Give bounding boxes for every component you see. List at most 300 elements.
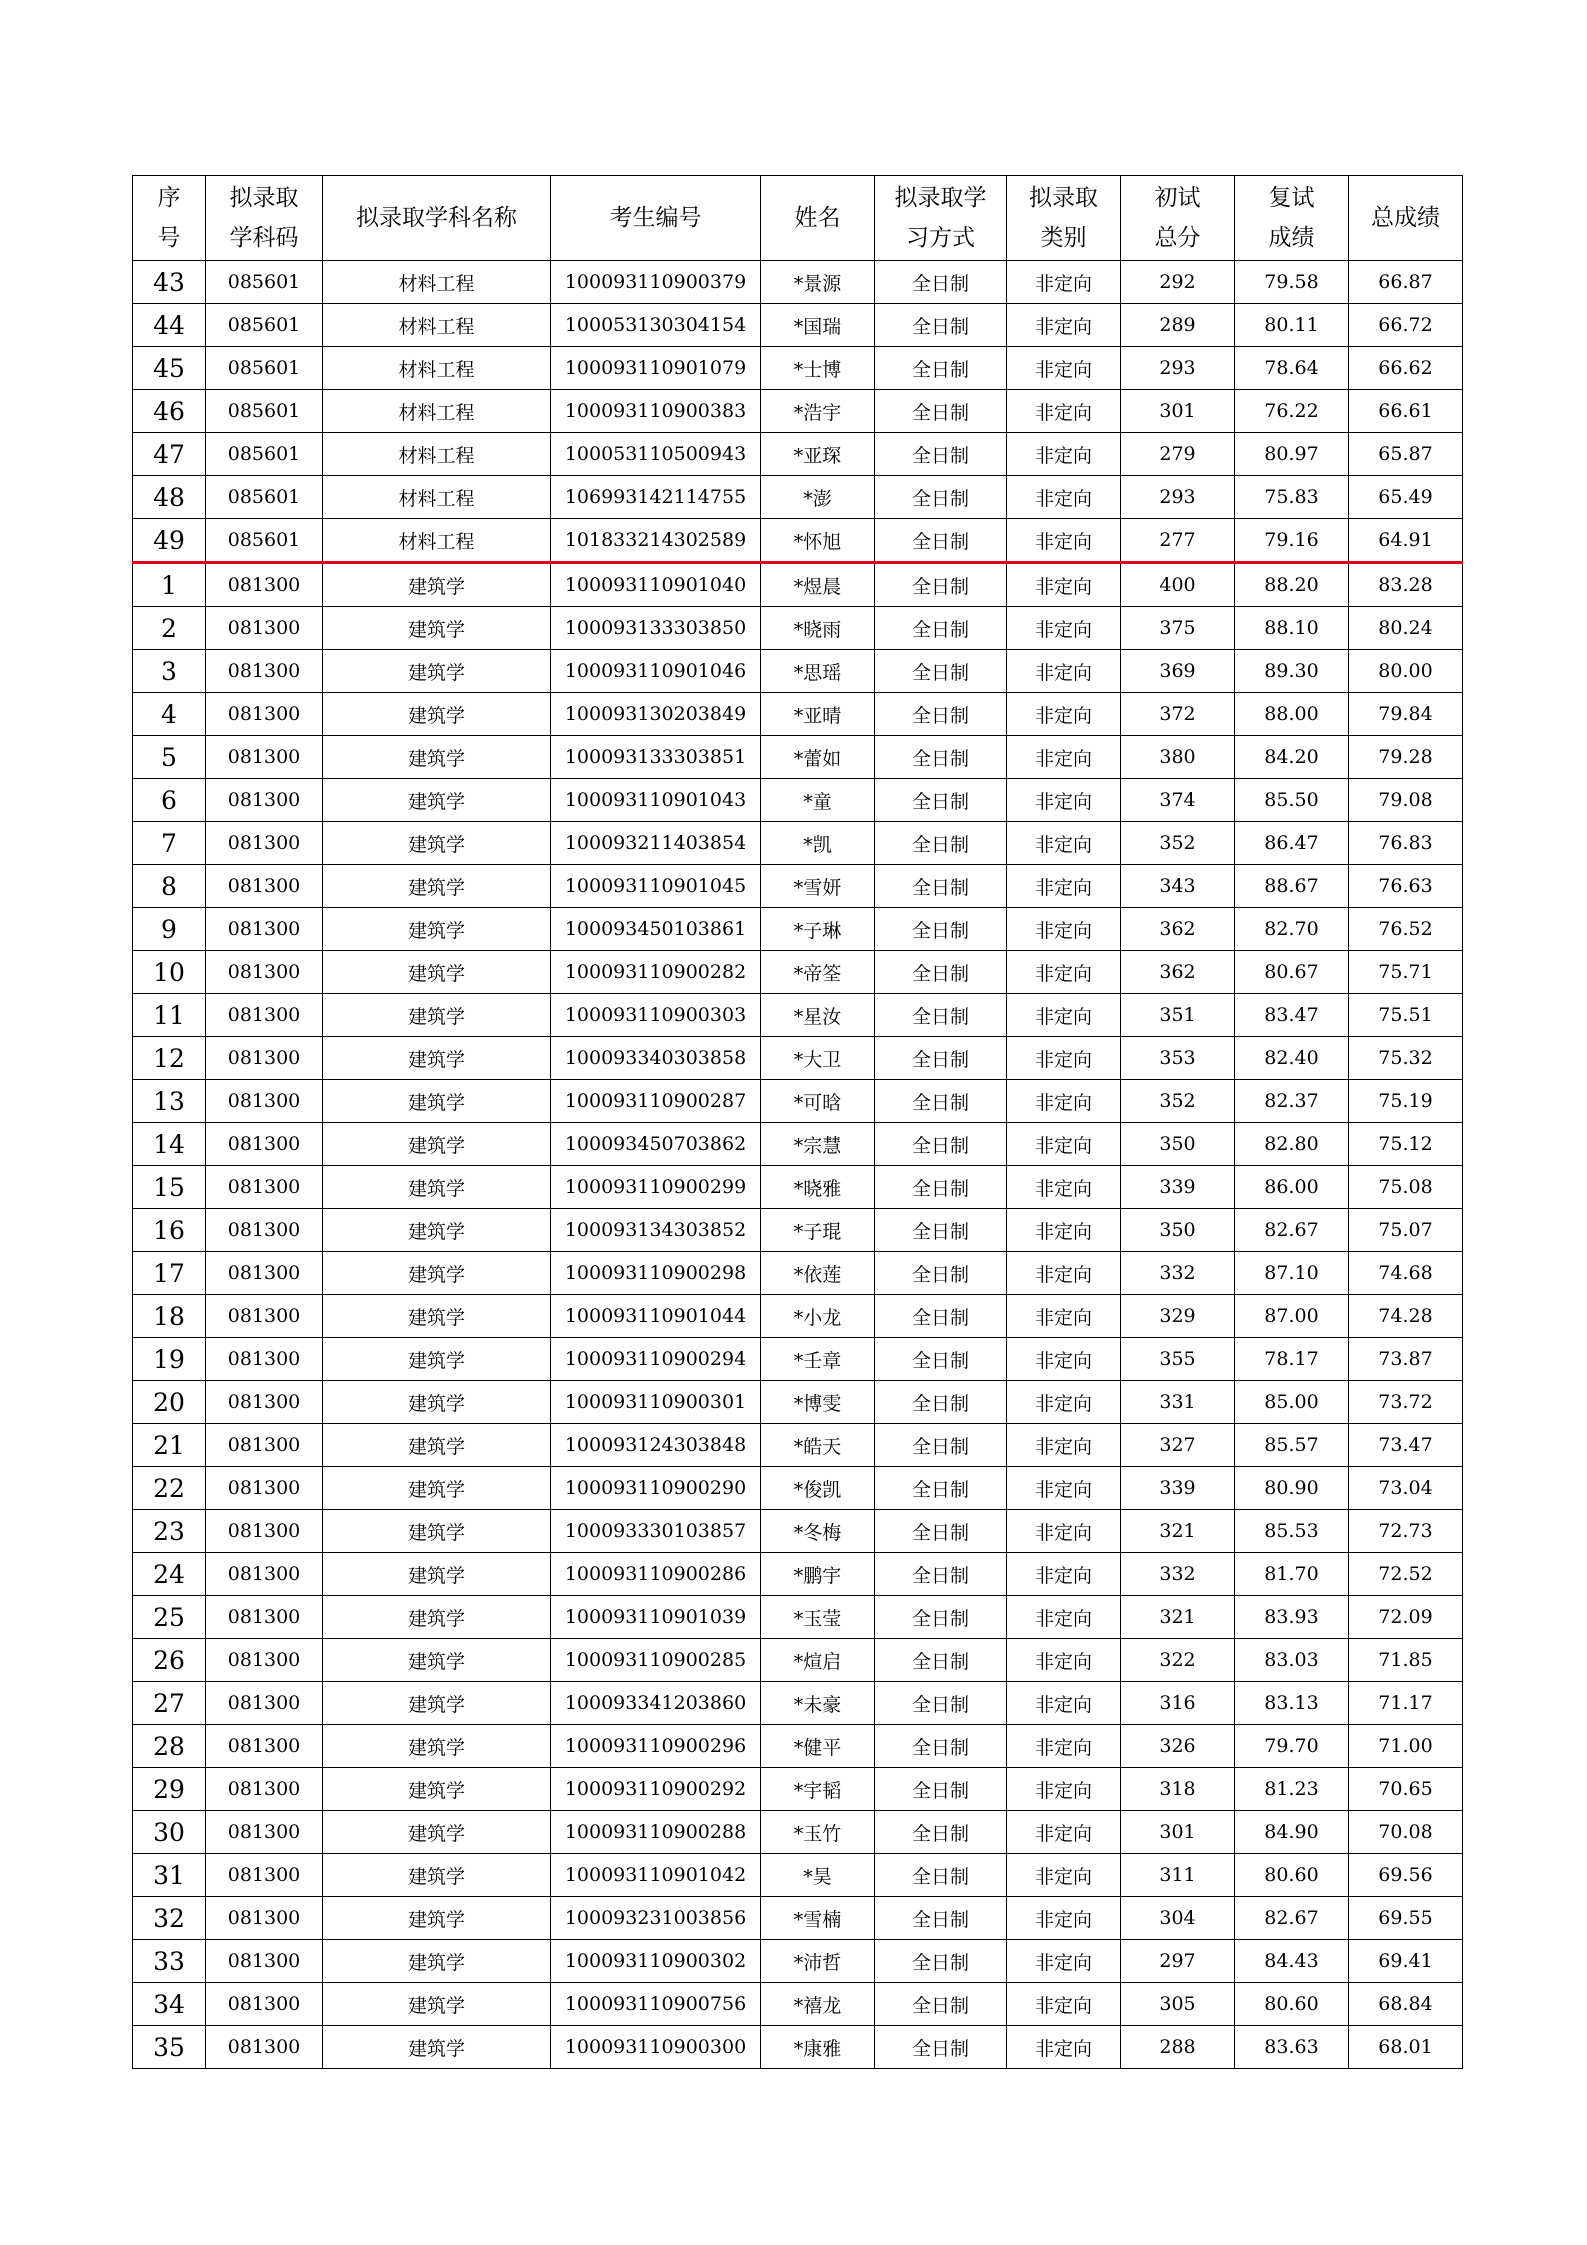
cell-study-mode: 全日制 (875, 1768, 1007, 1811)
cell-candidate-id: 100093110901044 (551, 1295, 761, 1338)
cell-subject-name: 建筑学 (323, 1897, 551, 1940)
cell-subject-name: 建筑学 (323, 1983, 551, 2026)
cell-retest-score: 79.58 (1235, 261, 1349, 304)
table-row (133, 607, 1463, 650)
cell-name: *士博 (761, 347, 875, 390)
cell-subject-name: 材料工程 (323, 261, 551, 304)
table-row (133, 1037, 1463, 1080)
table-row (133, 1596, 1463, 1639)
cell-subject-name: 建筑学 (323, 1123, 551, 1166)
cell-category: 非定向 (1007, 304, 1121, 347)
table-row (133, 994, 1463, 1037)
table-row (133, 693, 1463, 736)
cell-seq: 25 (133, 1596, 206, 1639)
cell-subject-name: 建筑学 (323, 908, 551, 951)
cell-candidate-id: 100093110900299 (551, 1166, 761, 1209)
cell-category: 非定向 (1007, 1510, 1121, 1553)
cell-subject-name: 建筑学 (323, 1940, 551, 1983)
cell-name: *宇韬 (761, 1768, 875, 1811)
cell-subject-code: 081300 (206, 822, 323, 865)
cell-name: *浩宇 (761, 390, 875, 433)
cell-total-score: 72.09 (1349, 1596, 1463, 1639)
cell-retest-score: 80.90 (1235, 1467, 1349, 1510)
cell-category: 非定向 (1007, 1725, 1121, 1768)
table-row (133, 736, 1463, 779)
cell-total-score: 69.41 (1349, 1940, 1463, 1983)
cell-retest-score: 84.90 (1235, 1811, 1349, 1854)
cell-category: 非定向 (1007, 822, 1121, 865)
cell-category: 非定向 (1007, 390, 1121, 433)
cell-candidate-id: 100053110500943 (551, 433, 761, 476)
cell-study-mode: 全日制 (875, 736, 1007, 779)
cell-study-mode: 全日制 (875, 1467, 1007, 1510)
cell-total-score: 79.28 (1349, 736, 1463, 779)
cell-study-mode: 全日制 (875, 1725, 1007, 1768)
cell-total-score: 74.68 (1349, 1252, 1463, 1295)
cell-total-score: 73.47 (1349, 1424, 1463, 1467)
cell-category: 非定向 (1007, 693, 1121, 736)
cell-name: *亚琛 (761, 433, 875, 476)
cell-seq: 31 (133, 1854, 206, 1897)
cell-category: 非定向 (1007, 1209, 1121, 1252)
cell-prelim-total: 350 (1121, 1209, 1235, 1252)
cell-prelim-total: 311 (1121, 1854, 1235, 1897)
cell-retest-score: 75.83 (1235, 476, 1349, 519)
cell-subject-code: 081300 (206, 1854, 323, 1897)
cell-subject-code: 081300 (206, 1897, 323, 1940)
cell-retest-score: 81.70 (1235, 1553, 1349, 1596)
cell-seq: 48 (133, 476, 206, 519)
cell-seq: 27 (133, 1682, 206, 1725)
cell-name: *蕾如 (761, 736, 875, 779)
cell-retest-score: 85.53 (1235, 1510, 1349, 1553)
cell-seq: 32 (133, 1897, 206, 1940)
cell-retest-score: 82.37 (1235, 1080, 1349, 1123)
cell-study-mode: 全日制 (875, 1553, 1007, 1596)
cell-candidate-id: 100093110900383 (551, 390, 761, 433)
cell-retest-score: 83.93 (1235, 1596, 1349, 1639)
cell-name: *思瑶 (761, 650, 875, 693)
table-row (133, 563, 1463, 607)
cell-category: 非定向 (1007, 650, 1121, 693)
cell-subject-name: 建筑学 (323, 1682, 551, 1725)
cell-name: *子琳 (761, 908, 875, 951)
cell-total-score: 76.83 (1349, 822, 1463, 865)
cell-seq: 1 (133, 563, 206, 607)
header-retest-score: 复试成绩 (1235, 176, 1349, 261)
cell-name: *凯 (761, 822, 875, 865)
cell-category: 非定向 (1007, 736, 1121, 779)
cell-seq: 15 (133, 1166, 206, 1209)
cell-study-mode: 全日制 (875, 1424, 1007, 1467)
cell-seq: 23 (133, 1510, 206, 1553)
cell-study-mode: 全日制 (875, 822, 1007, 865)
cell-candidate-id: 100093134303852 (551, 1209, 761, 1252)
cell-candidate-id: 100093110900282 (551, 951, 761, 994)
cell-category: 非定向 (1007, 1381, 1121, 1424)
cell-name: *国瑞 (761, 304, 875, 347)
cell-candidate-id: 100093124303848 (551, 1424, 761, 1467)
cell-total-score: 66.72 (1349, 304, 1463, 347)
cell-retest-score: 81.23 (1235, 1768, 1349, 1811)
cell-seq: 6 (133, 779, 206, 822)
cell-category: 非定向 (1007, 1811, 1121, 1854)
cell-name: *博雯 (761, 1381, 875, 1424)
cell-name: *皓天 (761, 1424, 875, 1467)
table-row (133, 779, 1463, 822)
cell-retest-score: 79.70 (1235, 1725, 1349, 1768)
cell-total-score: 72.73 (1349, 1510, 1463, 1553)
cell-name: *壬章 (761, 1338, 875, 1381)
cell-category: 非定向 (1007, 563, 1121, 607)
cell-candidate-id: 100093110901046 (551, 650, 761, 693)
cell-subject-code: 081300 (206, 1123, 323, 1166)
cell-total-score: 71.17 (1349, 1682, 1463, 1725)
cell-study-mode: 全日制 (875, 390, 1007, 433)
cell-subject-name: 建筑学 (323, 1467, 551, 1510)
cell-candidate-id: 100093330103857 (551, 1510, 761, 1553)
header-subject-name: 拟录取学科名称 (323, 176, 551, 261)
cell-total-score: 70.08 (1349, 1811, 1463, 1854)
table-row (133, 390, 1463, 433)
cell-prelim-total: 297 (1121, 1940, 1235, 1983)
cell-study-mode: 全日制 (875, 2026, 1007, 2069)
cell-prelim-total: 321 (1121, 1510, 1235, 1553)
cell-total-score: 76.52 (1349, 908, 1463, 951)
cell-subject-name: 建筑学 (323, 865, 551, 908)
table-row (133, 1381, 1463, 1424)
cell-subject-name: 建筑学 (323, 607, 551, 650)
cell-seq: 16 (133, 1209, 206, 1252)
table-row (133, 1639, 1463, 1682)
cell-subject-code: 081300 (206, 1725, 323, 1768)
cell-retest-score: 83.47 (1235, 994, 1349, 1037)
cell-candidate-id: 100093110900287 (551, 1080, 761, 1123)
table-row (133, 519, 1463, 563)
cell-seq: 20 (133, 1381, 206, 1424)
cell-total-score: 71.85 (1349, 1639, 1463, 1682)
cell-name: *童 (761, 779, 875, 822)
cell-study-mode: 全日制 (875, 1639, 1007, 1682)
cell-subject-name: 建筑学 (323, 1725, 551, 1768)
cell-study-mode: 全日制 (875, 1983, 1007, 2026)
cell-seq: 43 (133, 261, 206, 304)
cell-subject-name: 建筑学 (323, 1639, 551, 1682)
cell-study-mode: 全日制 (875, 1209, 1007, 1252)
cell-total-score: 65.87 (1349, 433, 1463, 476)
cell-prelim-total: 293 (1121, 347, 1235, 390)
cell-subject-code: 081300 (206, 1381, 323, 1424)
cell-subject-code: 081300 (206, 1553, 323, 1596)
cell-category: 非定向 (1007, 1639, 1121, 1682)
table-row (133, 304, 1463, 347)
table-body (133, 261, 1463, 2069)
cell-subject-name: 建筑学 (323, 563, 551, 607)
cell-retest-score: 84.43 (1235, 1940, 1349, 1983)
table-row (133, 822, 1463, 865)
cell-seq: 44 (133, 304, 206, 347)
cell-category: 非定向 (1007, 261, 1121, 304)
cell-name: *子琨 (761, 1209, 875, 1252)
table-row (133, 1209, 1463, 1252)
cell-name: *亚晴 (761, 693, 875, 736)
cell-subject-code: 081300 (206, 1467, 323, 1510)
cell-subject-name: 建筑学 (323, 1037, 551, 1080)
cell-total-score: 73.72 (1349, 1381, 1463, 1424)
table-row (133, 650, 1463, 693)
header-candidate-id: 考生编号 (551, 176, 761, 261)
cell-subject-name: 建筑学 (323, 1209, 551, 1252)
cell-subject-name: 建筑学 (323, 1381, 551, 1424)
cell-total-score: 73.04 (1349, 1467, 1463, 1510)
cell-subject-code: 081300 (206, 865, 323, 908)
table-row (133, 1080, 1463, 1123)
cell-subject-name: 建筑学 (323, 650, 551, 693)
cell-candidate-id: 100093130203849 (551, 693, 761, 736)
cell-prelim-total: 343 (1121, 865, 1235, 908)
cell-subject-code: 085601 (206, 390, 323, 433)
cell-total-score: 80.24 (1349, 607, 1463, 650)
table-row (133, 1467, 1463, 1510)
cell-candidate-id: 100093110900288 (551, 1811, 761, 1854)
cell-study-mode: 全日制 (875, 1381, 1007, 1424)
cell-total-score: 68.84 (1349, 1983, 1463, 2026)
cell-prelim-total: 301 (1121, 1811, 1235, 1854)
cell-prelim-total: 372 (1121, 693, 1235, 736)
cell-name: *康雅 (761, 2026, 875, 2069)
cell-prelim-total: 332 (1121, 1252, 1235, 1295)
cell-candidate-id: 100093110900290 (551, 1467, 761, 1510)
cell-category: 非定向 (1007, 779, 1121, 822)
cell-candidate-id: 100093133303850 (551, 607, 761, 650)
cell-retest-score: 80.60 (1235, 1854, 1349, 1897)
cell-subject-code: 081300 (206, 994, 323, 1037)
cell-retest-score: 80.60 (1235, 1983, 1349, 2026)
cell-subject-name: 建筑学 (323, 1295, 551, 1338)
cell-subject-name: 材料工程 (323, 433, 551, 476)
cell-seq: 46 (133, 390, 206, 433)
cell-subject-code: 081300 (206, 1209, 323, 1252)
cell-subject-name: 材料工程 (323, 390, 551, 433)
cell-category: 非定向 (1007, 476, 1121, 519)
cell-seq: 45 (133, 347, 206, 390)
cell-total-score: 66.62 (1349, 347, 1463, 390)
table-row (133, 1252, 1463, 1295)
cell-prelim-total: 352 (1121, 1080, 1235, 1123)
cell-seq: 22 (133, 1467, 206, 1510)
cell-category: 非定向 (1007, 1983, 1121, 2026)
cell-subject-name: 建筑学 (323, 1166, 551, 1209)
cell-study-mode: 全日制 (875, 1123, 1007, 1166)
cell-candidate-id: 100093110900300 (551, 2026, 761, 2069)
cell-candidate-id: 100093110901079 (551, 347, 761, 390)
cell-retest-score: 84.20 (1235, 736, 1349, 779)
cell-prelim-total: 301 (1121, 390, 1235, 433)
cell-subject-code: 085601 (206, 433, 323, 476)
cell-name: *禧龙 (761, 1983, 875, 2026)
cell-category: 非定向 (1007, 1467, 1121, 1510)
header-name: 姓名 (761, 176, 875, 261)
cell-total-score: 75.19 (1349, 1080, 1463, 1123)
cell-seq: 30 (133, 1811, 206, 1854)
cell-study-mode: 全日制 (875, 433, 1007, 476)
cell-prelim-total: 322 (1121, 1639, 1235, 1682)
cell-study-mode: 全日制 (875, 693, 1007, 736)
cell-category: 非定向 (1007, 908, 1121, 951)
cell-prelim-total: 362 (1121, 908, 1235, 951)
cell-retest-score: 88.10 (1235, 607, 1349, 650)
cell-name: *小龙 (761, 1295, 875, 1338)
cell-category: 非定向 (1007, 1295, 1121, 1338)
table-row (133, 1811, 1463, 1854)
cell-candidate-id: 100093110900379 (551, 261, 761, 304)
table-row (133, 1123, 1463, 1166)
cell-prelim-total: 339 (1121, 1467, 1235, 1510)
cell-total-score: 80.00 (1349, 650, 1463, 693)
cell-total-score: 75.07 (1349, 1209, 1463, 1252)
cell-candidate-id: 100093110900303 (551, 994, 761, 1037)
table-row (133, 1768, 1463, 1811)
cell-study-mode: 全日制 (875, 347, 1007, 390)
cell-candidate-id: 100093110901039 (551, 1596, 761, 1639)
cell-prelim-total: 326 (1121, 1725, 1235, 1768)
cell-subject-code: 081300 (206, 1080, 323, 1123)
cell-total-score: 75.12 (1349, 1123, 1463, 1166)
cell-prelim-total: 288 (1121, 2026, 1235, 2069)
cell-seq: 21 (133, 1424, 206, 1467)
cell-study-mode: 全日制 (875, 1295, 1007, 1338)
cell-name: *晓雨 (761, 607, 875, 650)
cell-candidate-id: 100093340303858 (551, 1037, 761, 1080)
cell-seq: 14 (133, 1123, 206, 1166)
cell-subject-code: 081300 (206, 1682, 323, 1725)
cell-prelim-total: 305 (1121, 1983, 1235, 2026)
cell-candidate-id: 100093110901043 (551, 779, 761, 822)
cell-prelim-total: 351 (1121, 994, 1235, 1037)
cell-subject-name: 建筑学 (323, 2026, 551, 2069)
header-total-score: 总成绩 (1349, 176, 1463, 261)
cell-subject-name: 建筑学 (323, 1252, 551, 1295)
cell-seq: 13 (133, 1080, 206, 1123)
cell-subject-code: 085601 (206, 519, 323, 563)
cell-subject-name: 建筑学 (323, 1553, 551, 1596)
cell-retest-score: 76.22 (1235, 390, 1349, 433)
cell-prelim-total: 350 (1121, 1123, 1235, 1166)
cell-subject-code: 081300 (206, 1338, 323, 1381)
cell-total-score: 79.84 (1349, 693, 1463, 736)
cell-seq: 18 (133, 1295, 206, 1338)
cell-subject-name: 建筑学 (323, 736, 551, 779)
cell-prelim-total: 339 (1121, 1166, 1235, 1209)
cell-subject-code: 081300 (206, 693, 323, 736)
cell-name: *昊 (761, 1854, 875, 1897)
cell-subject-name: 建筑学 (323, 1510, 551, 1553)
cell-prelim-total: 374 (1121, 779, 1235, 822)
cell-name: *大卫 (761, 1037, 875, 1080)
cell-seq: 2 (133, 607, 206, 650)
cell-subject-name: 材料工程 (323, 347, 551, 390)
cell-subject-code: 085601 (206, 304, 323, 347)
cell-study-mode: 全日制 (875, 1338, 1007, 1381)
cell-subject-code: 081300 (206, 607, 323, 650)
cell-study-mode: 全日制 (875, 779, 1007, 822)
table-row (133, 433, 1463, 476)
cell-prelim-total: 362 (1121, 951, 1235, 994)
cell-category: 非定向 (1007, 1252, 1121, 1295)
cell-candidate-id: 100093110900301 (551, 1381, 761, 1424)
cell-name: *健平 (761, 1725, 875, 1768)
cell-total-score: 76.63 (1349, 865, 1463, 908)
cell-category: 非定向 (1007, 1166, 1121, 1209)
cell-study-mode: 全日制 (875, 1037, 1007, 1080)
header-category: 拟录取类别 (1007, 176, 1121, 261)
cell-study-mode: 全日制 (875, 951, 1007, 994)
cell-name: *帝筌 (761, 951, 875, 994)
cell-candidate-id: 100093110900294 (551, 1338, 761, 1381)
cell-retest-score: 86.47 (1235, 822, 1349, 865)
cell-seq: 35 (133, 2026, 206, 2069)
cell-candidate-id: 100093110900298 (551, 1252, 761, 1295)
cell-category: 非定向 (1007, 1682, 1121, 1725)
cell-subject-code: 081300 (206, 1166, 323, 1209)
cell-study-mode: 全日制 (875, 1080, 1007, 1123)
cell-seq: 47 (133, 433, 206, 476)
cell-candidate-id: 100093110900296 (551, 1725, 761, 1768)
cell-seq: 12 (133, 1037, 206, 1080)
cell-study-mode: 全日制 (875, 519, 1007, 563)
cell-subject-name: 建筑学 (323, 994, 551, 1037)
cell-subject-code: 081300 (206, 1424, 323, 1467)
cell-retest-score: 80.11 (1235, 304, 1349, 347)
cell-prelim-total: 353 (1121, 1037, 1235, 1080)
cell-name: *景源 (761, 261, 875, 304)
header-subject-code: 拟录取学科码 (206, 176, 323, 261)
cell-total-score: 65.49 (1349, 476, 1463, 519)
cell-retest-score: 82.80 (1235, 1123, 1349, 1166)
cell-retest-score: 88.20 (1235, 563, 1349, 607)
cell-seq: 49 (133, 519, 206, 563)
cell-subject-code: 081300 (206, 908, 323, 951)
cell-name: *雪妍 (761, 865, 875, 908)
cell-subject-name: 材料工程 (323, 519, 551, 563)
cell-subject-name: 建筑学 (323, 1080, 551, 1123)
cell-subject-name: 建筑学 (323, 1338, 551, 1381)
cell-prelim-total: 318 (1121, 1768, 1235, 1811)
cell-subject-code: 081300 (206, 1811, 323, 1854)
cell-name: *冬梅 (761, 1510, 875, 1553)
cell-candidate-id: 100093211403854 (551, 822, 761, 865)
cell-study-mode: 全日制 (875, 1897, 1007, 1940)
cell-name: *鹏宇 (761, 1553, 875, 1596)
cell-candidate-id: 100053130304154 (551, 304, 761, 347)
cell-study-mode: 全日制 (875, 1252, 1007, 1295)
cell-subject-name: 建筑学 (323, 1854, 551, 1897)
cell-category: 非定向 (1007, 607, 1121, 650)
cell-prelim-total: 279 (1121, 433, 1235, 476)
cell-study-mode: 全日制 (875, 650, 1007, 693)
header-study-mode: 拟录取学习方式 (875, 176, 1007, 261)
cell-retest-score: 88.67 (1235, 865, 1349, 908)
cell-name: *玉竹 (761, 1811, 875, 1854)
cell-subject-code: 081300 (206, 736, 323, 779)
table-row (133, 1338, 1463, 1381)
cell-category: 非定向 (1007, 1854, 1121, 1897)
page (132, 175, 1462, 2069)
cell-name: *沛哲 (761, 1940, 875, 1983)
cell-retest-score: 87.10 (1235, 1252, 1349, 1295)
cell-subject-name: 建筑学 (323, 951, 551, 994)
cell-subject-name: 建筑学 (323, 1596, 551, 1639)
